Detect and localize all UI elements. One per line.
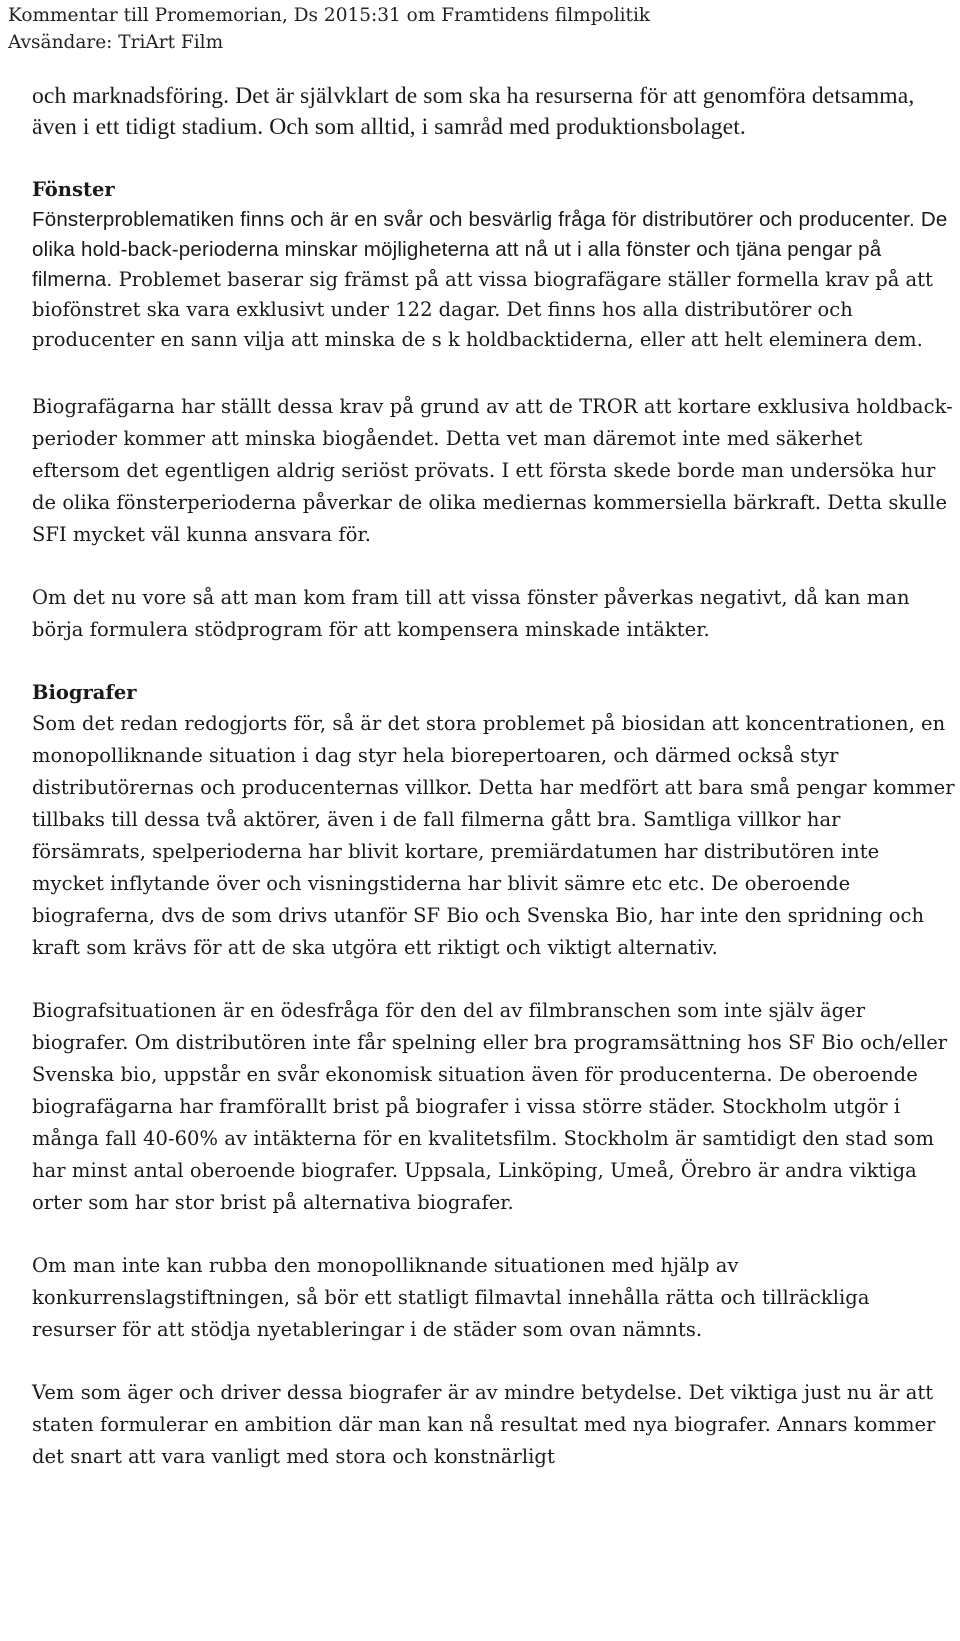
fonster-paragraph-1-part-2: Problemet baserar sig främst på att vissa biografägare ställer formella krav på att biofönstret ska vara exklusivt under 122 dagar. Det finns hos alla distributörer och producenter en sann vilja att minska de s k holdbacktiderna, eller att helt eleminera dem.	[32, 268, 933, 351]
biografer-paragraph-3: Om man inte kan rubba den monopolliknande situationen med hjälp av konkurrenslagstiftningen, så bör ett statligt filmavtal innehålla rätta och tillräckliga resurser för att stödja nyetableringar i de städer som ovan nämnts.	[32, 1254, 870, 1341]
intro-paragraph: och marknadsföring. Det är självklart de som ska ha resurserna för att genomföra detsamma, även i ett tidigt stadium. Och som alltid, i samråd med produktionsbolaget.	[32, 83, 915, 140]
fonster-paragraph-3: Om det nu vore så att man kom fram till att vissa fönster påverkas negativt, då kan man börja formulera stödprogram för att kompensera minskade intäkter.	[32, 586, 910, 641]
document-header	[8, 2, 650, 56]
fonster-paragraph-1	[32, 205, 956, 355]
section-heading-fonster: Fönster	[32, 178, 115, 201]
biografer-paragraph-2: Biografsituationen är en ödesfråga för den del av filmbranschen som inte själv äger biografer. Om distributören inte får spelning eller bra programsättning hos SF Bio och/eller Svenska bio, uppstår en svår ekonomisk situation även för producenterna. De oberoende biografägarna har framförallt brist på biografer i vissa större städer. Stockholm utgör i många fall 40-60% av intäkterna för en kvalitetsfilm. Stockholm är samtidigt den stad som har minst antal oberoende biografer. Uppsala, Linköping, Umeå, Örebro är andra viktiga orter som har stor brist på alternativa biografer.	[32, 999, 948, 1214]
biografer-paragraph-1: Som det redan redogjorts för, så är det stora problemet på biosidan att koncentrationen, en monopolliknande situation i dag styr hela biorepertoaren, och därmed också styr distributörernas och producenternas villkor. Detta har medfört att bara små pengar kommer tillbaks till dessa två aktörer, även i de fall filmerna gått bra. Samtliga villkor har försämrats, spelperioderna har blivit kortare, premiärdatumen har distributören inte mycket inflytande över och visningstiderna har blivit sämre etc etc. De oberoende biograferna, dvs de som drivs utanför SF Bio och Svenska Bio, har inte den spridning och kraft som krävs för att de ska utgöra ett riktigt och viktigt alternativ.	[32, 712, 955, 959]
fonster-paragraph-1-part-1: Fönsterproblematiken finns och är en svår och besvärlig fråga för distributörer och producenter. De olika hold-back-perioderna minskar möjligheterna att nå ut i alla fönster och tjäna pengar på filmerna.	[32, 208, 948, 291]
document-body	[32, 81, 956, 1473]
biografer-paragraph-4: Vem som äger och driver dessa biografer är av mindre betydelse. Det viktiga just nu är att staten formulerar en ambition där man kan nå resultat med nya biografer. Annars kommer det snart att vara vanligt med stora och konstnärligt	[32, 1381, 936, 1468]
fonster-paragraph-2: Biografägarna har ställt dessa krav på grund av att de TROR att kortare exklusiva holdback-perioder kommer att minska biogåendet. Detta vet man däremot inte med säkerhet eftersom det egentligen aldrig seriöst prövats. I ett första skede borde man undersöka hur de olika fönsterperioderna påverkar de olika mediernas kommersiella bärkraft. Detta skulle SFI mycket väl kunna ansvara för.	[32, 395, 953, 546]
section-heading-biografer: Biografer	[32, 681, 137, 704]
header-title: Kommentar till Promemorian, Ds 2015:31 om Framtidens filmpolitik	[8, 5, 651, 26]
header-sender: Avsändare: TriArt Film	[8, 32, 224, 53]
